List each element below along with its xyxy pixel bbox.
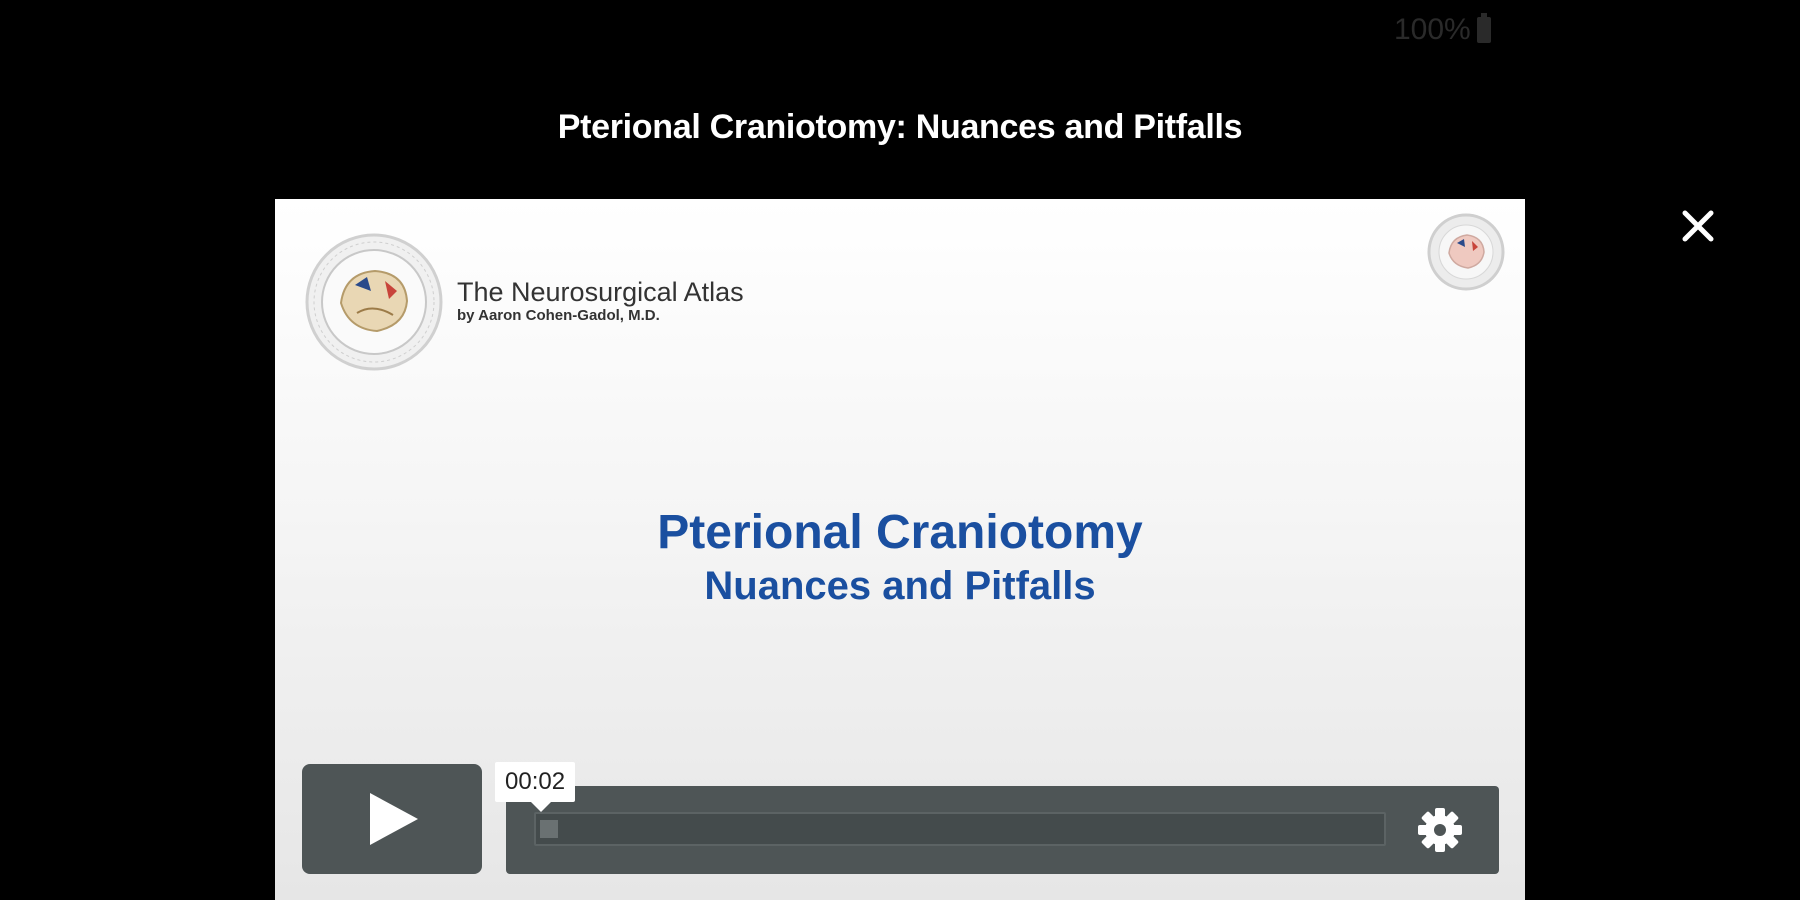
close-icon bbox=[1676, 204, 1720, 248]
battery-percentage: 100% bbox=[1394, 13, 1471, 46]
slide-subtitle: Nuances and Pitfalls bbox=[704, 564, 1096, 608]
control-bar bbox=[506, 786, 1499, 874]
brand-name: The Neurosurgical Atlas bbox=[457, 277, 744, 307]
progress-bar[interactable] bbox=[534, 812, 1386, 846]
video-player[interactable] bbox=[275, 199, 1525, 900]
brand-block bbox=[457, 277, 744, 325]
battery-indicator bbox=[1394, 12, 1491, 48]
battery-full-icon bbox=[1477, 17, 1491, 43]
slide-title: Pterional Craniotomy bbox=[657, 506, 1143, 559]
corner-watermark-logo bbox=[1427, 213, 1505, 291]
settings-button[interactable] bbox=[1416, 806, 1464, 854]
time-tooltip: 00:02 bbox=[495, 762, 575, 802]
page-title: Pterional Craniotomy: Nuances and Pitfalls bbox=[557, 108, 1243, 146]
neurosurgical-atlas-seal-logo bbox=[305, 233, 443, 371]
status-bar bbox=[0, 0, 1800, 60]
play-icon bbox=[362, 789, 422, 849]
close-button[interactable] bbox=[1676, 204, 1720, 248]
play-button[interactable] bbox=[302, 764, 482, 874]
gear-icon bbox=[1416, 806, 1464, 854]
brand-author: by Aaron Cohen-Gadol, M.D. bbox=[457, 307, 660, 324]
progress-fill bbox=[540, 820, 558, 838]
